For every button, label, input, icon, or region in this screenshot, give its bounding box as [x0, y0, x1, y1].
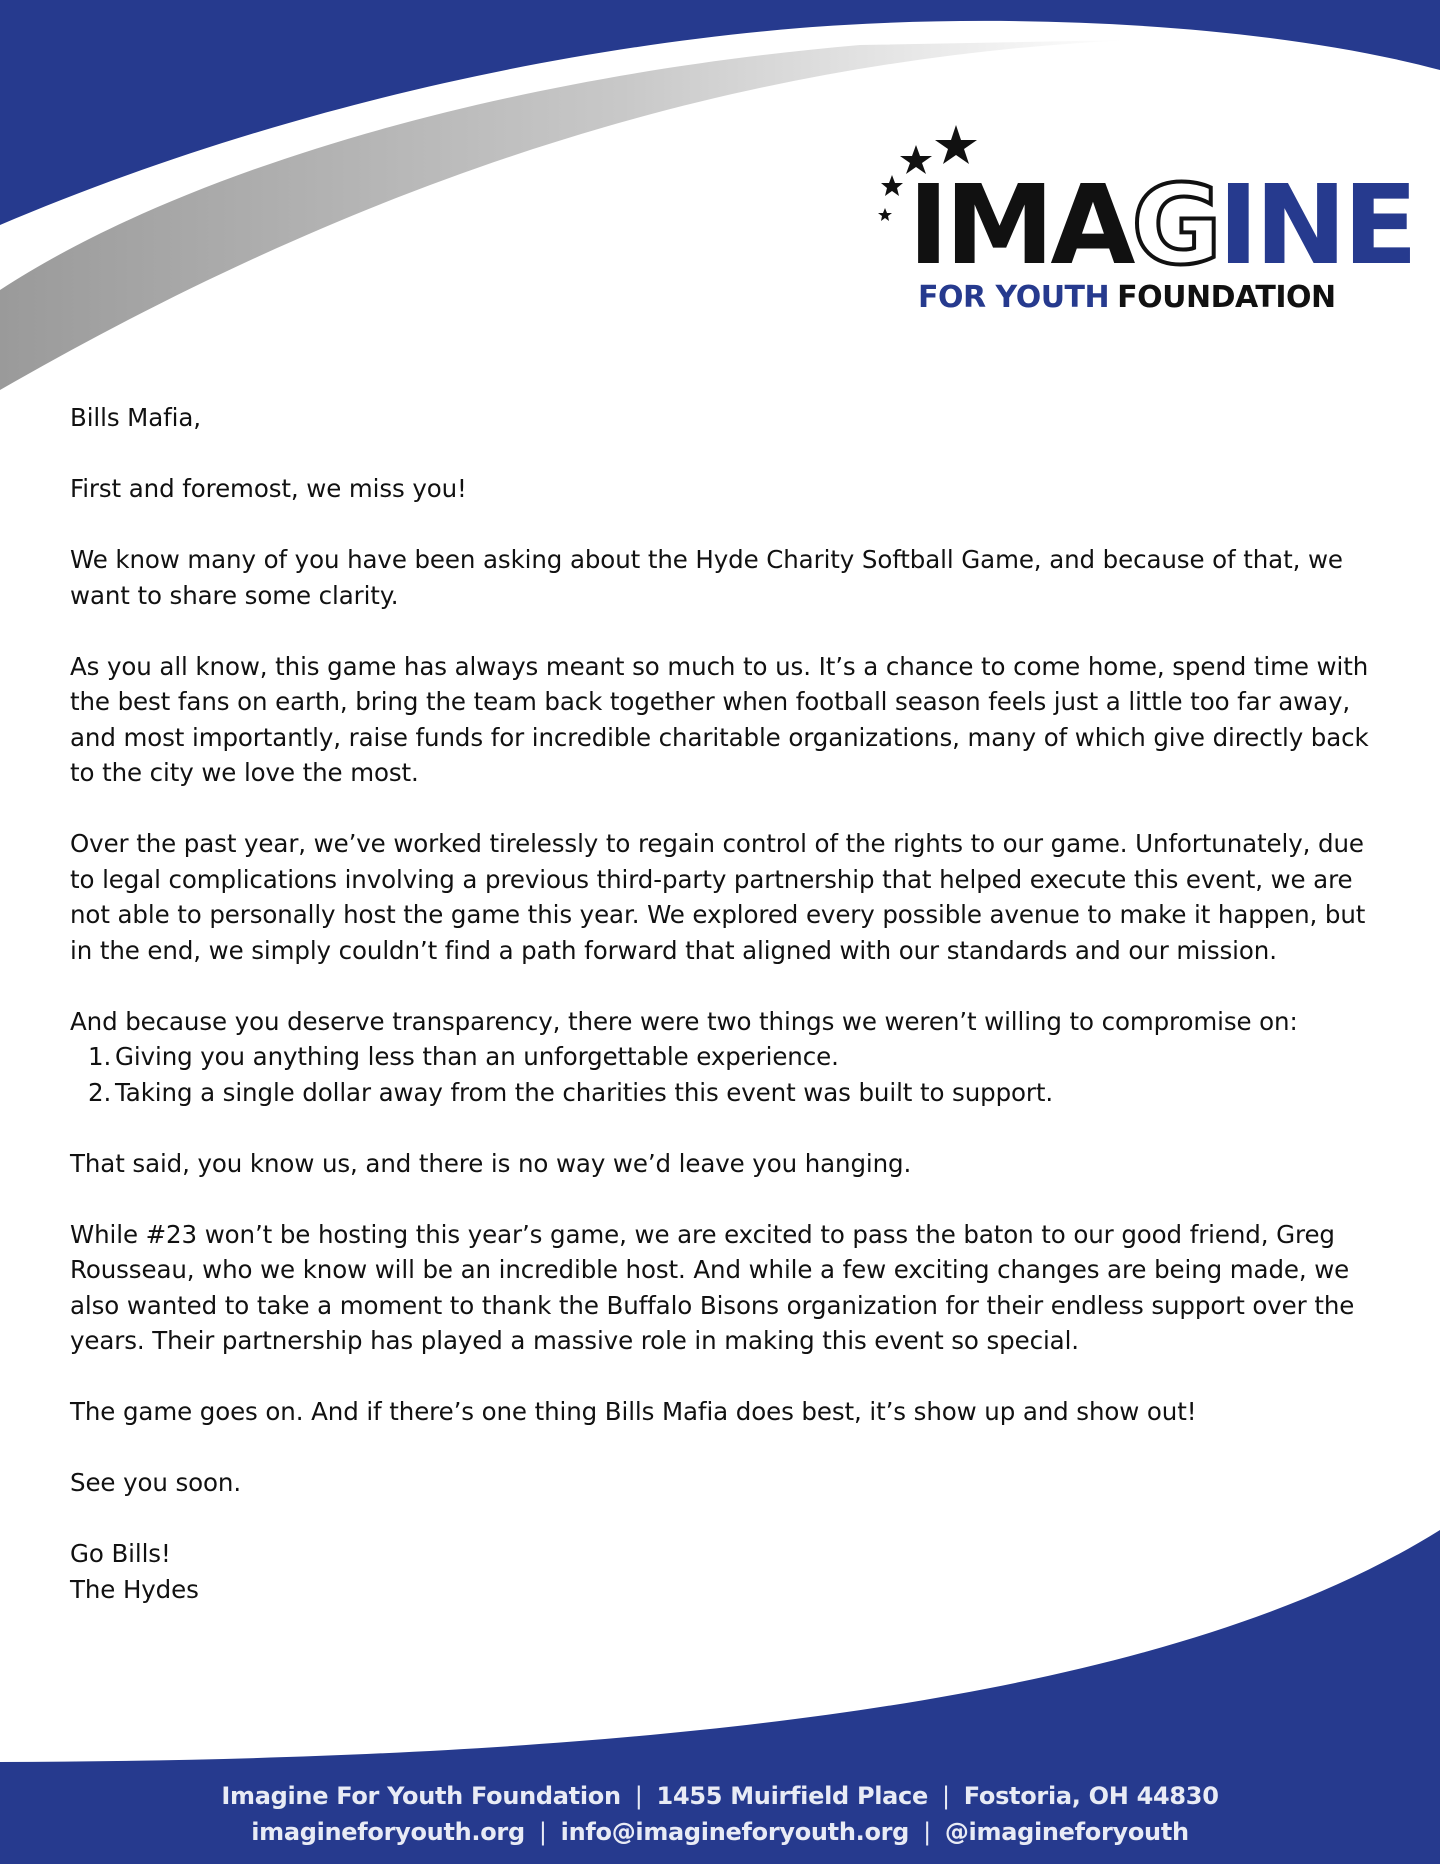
- footer-city: Fostoria, OH 44830: [963, 1782, 1219, 1810]
- footer-email: info@imagineforyouth.org: [560, 1818, 910, 1846]
- paragraph-8: The game goes on. And if there’s one thing Bills Mafia does best, it’s show up and show out!: [70, 1397, 1197, 1426]
- list-text: Taking a single dollar away from the charities this event was built to support.: [115, 1077, 1054, 1107]
- list-number: 1.: [88, 1042, 112, 1071]
- list-text: Giving you anything less than an unforgettable experience.: [115, 1042, 839, 1071]
- commitments-list: [70, 1039, 1380, 1110]
- list-item: [70, 1075, 1380, 1111]
- footer-separator: |: [634, 1782, 643, 1810]
- paragraph-7: While #23 won’t be hosting this year’s game, we are excited to pass the baton to our good friend, Greg Rousseau, who we know will be an incredible host. And while a few exciting changes are being made, we also wanted to take a moment to thank the Buffalo Bisons organization for their endless support over the years. Their partnership has played a massive role in making this event so special.: [70, 1219, 1355, 1355]
- footer-website: imagineforyouth.org: [251, 1818, 525, 1846]
- paragraph-5: And because you deserve transparency, there were two things we weren’t willing to compromise on:: [70, 1006, 1298, 1036]
- footer-contact-line: [0, 1818, 1440, 1846]
- salutation: Bills Mafia,: [70, 403, 201, 432]
- paragraph-6: That said, you know us, and there is no way we’d leave you hanging.: [70, 1148, 912, 1178]
- paragraph-4: Over the past year, we’ve worked tirelessly to regain control of the rights to our game. Unfortunately, due to legal complications involving a previous third-party partnership that helped execute this event, we are not able to personally host the game this year. We explored every possible avenue to make it happen, but in the end, we simply couldn’t find a path forward that aligned with our standards and our mission.: [70, 829, 1366, 965]
- star-tiny-icon: [878, 208, 892, 221]
- footer-separator: |: [538, 1818, 547, 1846]
- footer-separator: |: [923, 1818, 931, 1846]
- paragraph-9: See you soon.: [70, 1468, 242, 1497]
- footer-social: @imagineforyouth: [944, 1818, 1189, 1846]
- footer-org: Imagine For Youth Foundation: [221, 1782, 621, 1810]
- letter-body: [70, 400, 1380, 1607]
- paragraph-2: We know many of you have been asking about the Hyde Charity Softball Game, and because of that, we want to share some clarity.: [70, 545, 1343, 610]
- paragraph-1: First and foremost, we miss you!: [70, 474, 467, 503]
- brand-wordmark: IMAGINE: [908, 161, 1414, 289]
- footer-address: 1455 Muirfield Place: [656, 1782, 928, 1810]
- list-number: 2.: [88, 1077, 112, 1107]
- footer-address-line: [0, 1782, 1440, 1810]
- imagine-for-youth-logo: [870, 115, 1414, 315]
- list-item: [70, 1039, 1380, 1075]
- footer-separator: |: [941, 1782, 950, 1810]
- closing: Go Bills!: [70, 1539, 171, 1568]
- signature: The Hydes: [70, 1574, 199, 1604]
- star-small-icon: [881, 175, 903, 196]
- brand-tagline: FOR YOUTH FOUNDATION: [918, 280, 1336, 315]
- paragraph-3: As you all know, this game has always meant so much to us. It’s a chance to come home, spend time with the best fans on earth, bring the team back together when football season feels just a little too far away, and most importantly, raise funds for incredible charitable organizations, many of which give directly back to the city we love the most.: [70, 651, 1369, 787]
- star-large-icon: [935, 125, 977, 164]
